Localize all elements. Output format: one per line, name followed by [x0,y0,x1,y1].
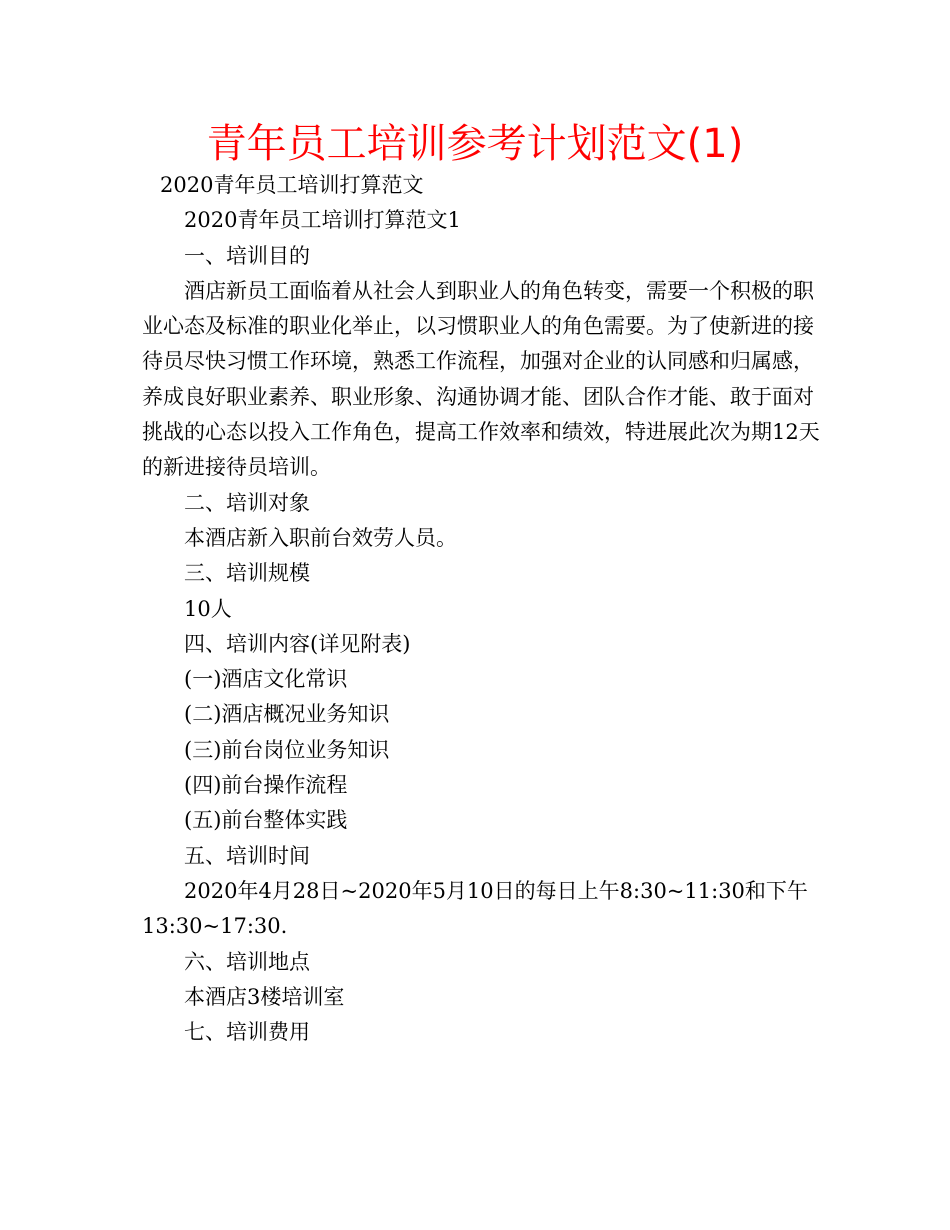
list-item: (三)前台岗位业务知识 [184,737,390,762]
paragraph: 2020青年员工培训打算范文1 [184,208,461,233]
list-item: (一)酒店文化常识 [184,667,348,692]
section-heading: 三、培训规模 [184,561,310,586]
paragraph: 酒店新员工面临着从社会人到职业人的角色转变，需要一个积极的职业心态及标准的职业化举止，以习惯职业人的角色需要。为了使新进的接待员尽快习惯工作环境，熟悉工作流程，加强对企业的认同感和归属感，养成良好职业素养、职业形象、沟通协调才能、团队合作才能、敢于面对挑战的心态以投入工作角色，提高工作效率和绩效，特进展此次为期12天的新进接待员培训。 [142,278,820,480]
list-item: (四)前台操作流程 [184,773,348,798]
document-body [142,168,832,1050]
paragraph: 10人 [184,596,232,621]
list-item: (五)前台整体实践 [184,808,348,833]
paragraph: 2020年4月28日~2020年5月10日的每日上午8:30~11:30和下午13:30~17:30. [142,878,808,939]
paragraph: 本酒店新入职前台效劳人员。 [184,525,457,550]
list-item: (二)酒店概况业务知识 [184,702,390,727]
section-heading: 六、培训地点 [184,949,310,974]
section-heading: 一、培训目的 [184,243,310,268]
section-heading: 二、培训对象 [184,490,310,515]
paragraph: 本酒店3楼培训室 [184,984,345,1009]
section-heading: 四、培训内容(详见附表) [184,631,411,656]
section-heading: 五、培训时间 [184,843,310,868]
document-title: 青年员工培训参考计划范文(1) [206,121,744,167]
section-heading: 七、培训费用 [184,1020,310,1045]
paragraph: 2020青年员工培训打算范文 [160,173,424,197]
